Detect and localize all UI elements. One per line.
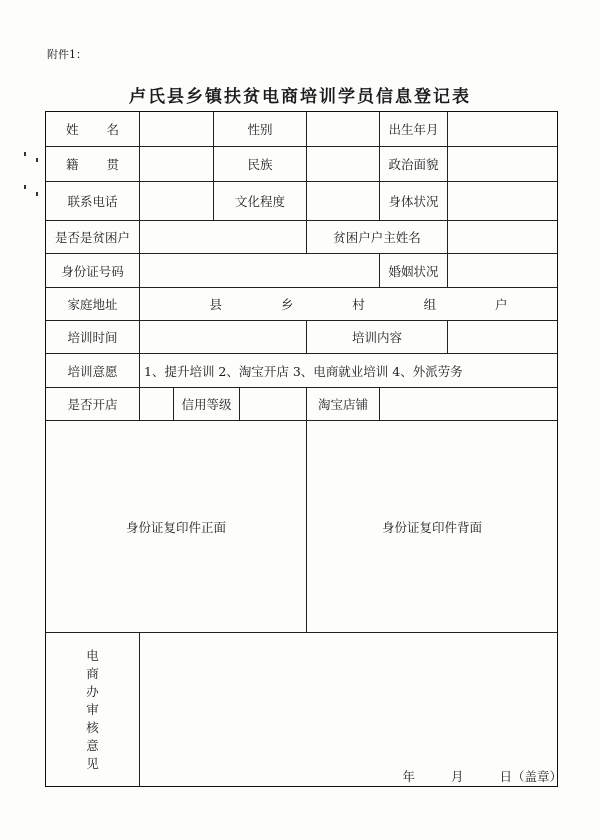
sig-month: 月: [450, 769, 464, 784]
scan-speck: [24, 152, 26, 156]
label-ethnicity: 民族: [213, 146, 307, 182]
label-health: 身体状况: [379, 181, 448, 221]
label-id-number: 身份证号码: [45, 253, 140, 288]
health-field[interactable]: [447, 181, 558, 221]
label-taobao-store: 淘宝店铺: [306, 387, 380, 421]
label-education: 文化程度: [213, 181, 307, 221]
scan-speck: [36, 192, 38, 196]
credit-level-field[interactable]: [239, 387, 307, 421]
education-field[interactable]: [306, 181, 380, 221]
id-copy-front-label: 身份证复印件正面: [125, 519, 226, 535]
id-number-field[interactable]: [139, 253, 380, 288]
training-time-field[interactable]: [139, 320, 307, 354]
address-county: 县: [209, 297, 222, 312]
address-household: 户: [495, 297, 508, 312]
label-text: 姓: [66, 122, 79, 137]
label-phone: 联系电话: [45, 181, 140, 221]
household-head-field[interactable]: [447, 220, 558, 254]
review-char: 见: [86, 755, 99, 771]
review-char: 办: [86, 683, 99, 699]
address-village: 村: [352, 297, 365, 312]
store-opened-field[interactable]: [139, 387, 174, 421]
review-char: 商: [86, 665, 99, 681]
label-text: 名: [106, 122, 119, 137]
form-title: 卢氏县乡镇扶贫电商培训学员信息登记表: [129, 87, 471, 107]
label-marital-status: 婚姻状况: [379, 253, 448, 288]
phone-field[interactable]: [139, 181, 214, 221]
native-place-field[interactable]: [139, 146, 214, 182]
label-poor-household: 是否是贫困户: [45, 220, 140, 254]
address-group: 组: [423, 297, 437, 312]
review-char: 核: [86, 719, 99, 735]
label-native-place: [45, 146, 140, 182]
review-char: 意: [86, 737, 99, 753]
label-home-address: 家庭地址: [45, 287, 140, 321]
label-gender: 性别: [213, 111, 307, 147]
label-political-status: 政治面貌: [379, 146, 448, 182]
scan-speck: [24, 185, 26, 189]
scan-speck: [36, 158, 38, 162]
political-status-field[interactable]: [447, 146, 558, 182]
poor-household-field[interactable]: [139, 220, 307, 254]
id-copy-back-area[interactable]: [306, 420, 558, 633]
label-birth-date: 出生年月: [379, 111, 448, 147]
label-training-time: 培训时间: [45, 320, 140, 354]
label-name: [45, 111, 140, 147]
label-store-opened: 是否开店: [45, 387, 140, 421]
attachment-label: 附件1：: [47, 48, 87, 61]
name-field[interactable]: [139, 111, 214, 147]
label-training-intent: 培训意愿: [45, 353, 140, 388]
id-copy-back-label: 身份证复印件背面: [381, 519, 482, 535]
signature-date: [374, 767, 562, 785]
home-address-field[interactable]: [139, 287, 558, 321]
sig-day-seal: 日（盖章）: [499, 769, 562, 784]
training-intent-options[interactable]: 1、提升培训 2、淘宝开店 3、电商就业培训 4、外派劳务: [139, 353, 558, 388]
training-content-field[interactable]: [447, 320, 558, 354]
sig-year: 年: [402, 769, 415, 784]
review-char: 电: [86, 647, 99, 663]
label-review-opinion: [45, 632, 140, 787]
review-opinion-field[interactable]: [139, 632, 558, 787]
gender-field[interactable]: [306, 111, 380, 147]
label-household-head: 贫困户户主姓名: [306, 220, 448, 254]
address-township: 乡: [280, 297, 294, 312]
label-training-content: 培训内容: [306, 320, 448, 354]
taobao-store-field[interactable]: [379, 387, 558, 421]
label-credit-level: 信用等级: [173, 387, 240, 421]
marital-status-field[interactable]: [447, 253, 558, 288]
ethnicity-field[interactable]: [306, 146, 380, 182]
id-copy-front-area[interactable]: [45, 420, 307, 633]
birth-date-field[interactable]: [447, 111, 558, 147]
label-text: 籍: [66, 157, 79, 172]
review-char: 审: [86, 701, 99, 717]
label-text: 贯: [106, 157, 119, 172]
